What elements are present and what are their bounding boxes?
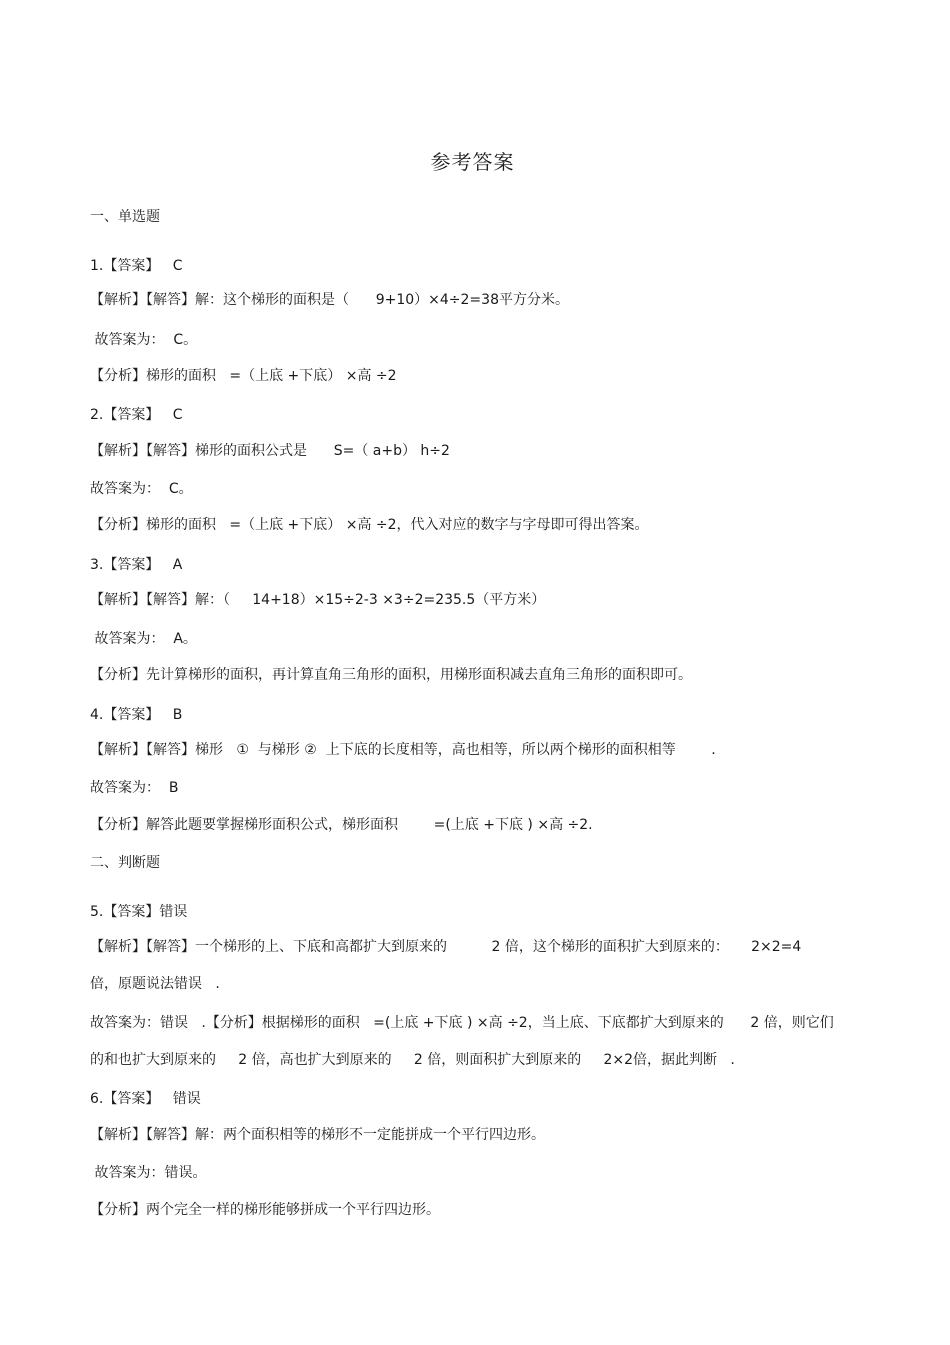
analysis-line: 【分析】先计算梯形的面积，再计算直角三角形的面积，用梯形面积减去直角三角形的面积即可。 xyxy=(90,667,692,683)
conclusion-line: 故答案为： B xyxy=(90,780,179,796)
analysis-line: 【解析】【解答】解：这个梯形的面积是（ 9+10）×4÷2=38平方分米。 xyxy=(90,292,569,308)
answer-line: 1.【答案】 C xyxy=(90,258,183,274)
analysis-line: 【解析】【解答】解：两个面积相等的梯形不一定能拼成一个平行四边形。 xyxy=(90,1127,545,1143)
analysis-line: 倍，原题说法错误 . xyxy=(90,976,220,992)
section-heading: 一、单选题 xyxy=(90,209,160,225)
analysis-line: 【分析】两个完全一样的梯形能够拼成一个平行四边形。 xyxy=(90,1202,440,1218)
analysis-line: 【分析】解答此题要掌握梯形面积公式，梯形面积 =(上底 +下底 ) ×高 ÷2. xyxy=(90,817,593,833)
answer-line: 3.【答案】 A xyxy=(90,557,183,573)
conclusion-line: 故答案为：错误。 xyxy=(90,1165,207,1181)
conclusion-line: 故答案为： C。 xyxy=(90,481,193,497)
answer-line: 5.【答案】错误 xyxy=(90,904,188,920)
section-heading: 二、判断题 xyxy=(90,855,160,871)
analysis-line: 【解析】【解答】梯形 ① 与梯形 ② 上下底的长度相等，高也相等，所以两个梯形的面积相等 . xyxy=(90,742,716,758)
analysis-line: 【解析】【解答】梯形的面积公式是 S=（ a+b） h÷2 xyxy=(90,443,450,459)
analysis-line: 【解析】【解答】一个梯形的上、下底和高都扩大到原来的 2 倍，这个梯形的面积扩大到原来的： 2×2=4 xyxy=(90,939,802,955)
conclusion-line: 故答案为： A。 xyxy=(90,631,197,647)
analysis-line: 【解析】【解答】解：（ 14+18）×15÷2-3 ×3÷2=235.5（平方米） xyxy=(90,592,546,608)
answer-line: 4.【答案】 B xyxy=(90,707,183,723)
conclusion-line: 故答案为： C。 xyxy=(90,332,198,348)
page-title: 参考答案 xyxy=(430,150,515,174)
analysis-line: 【分析】梯形的面积 =（上底 +下底） ×高 ÷2，代入对应的数字与字母即可得出答案。 xyxy=(90,517,649,533)
answer-line: 6.【答案】 错误 xyxy=(90,1091,201,1107)
answer-line: 2.【答案】 C xyxy=(90,407,183,423)
analysis-line: 的和也扩大到原来的 2 倍，高也扩大到原来的 2 倍，则面积扩大到原来的 2×2倍，据此判断 . xyxy=(90,1052,735,1068)
conclusion-line: 故答案为：错误 .【分析】根据梯形的面积 =(上底 +下底 ) ×高 ÷2，当上底、下底都扩大到原来的 2 倍，则它们 xyxy=(90,1015,834,1031)
analysis-line: 【分析】梯形的面积 =（上底 +下底） ×高 ÷2 xyxy=(90,368,397,384)
